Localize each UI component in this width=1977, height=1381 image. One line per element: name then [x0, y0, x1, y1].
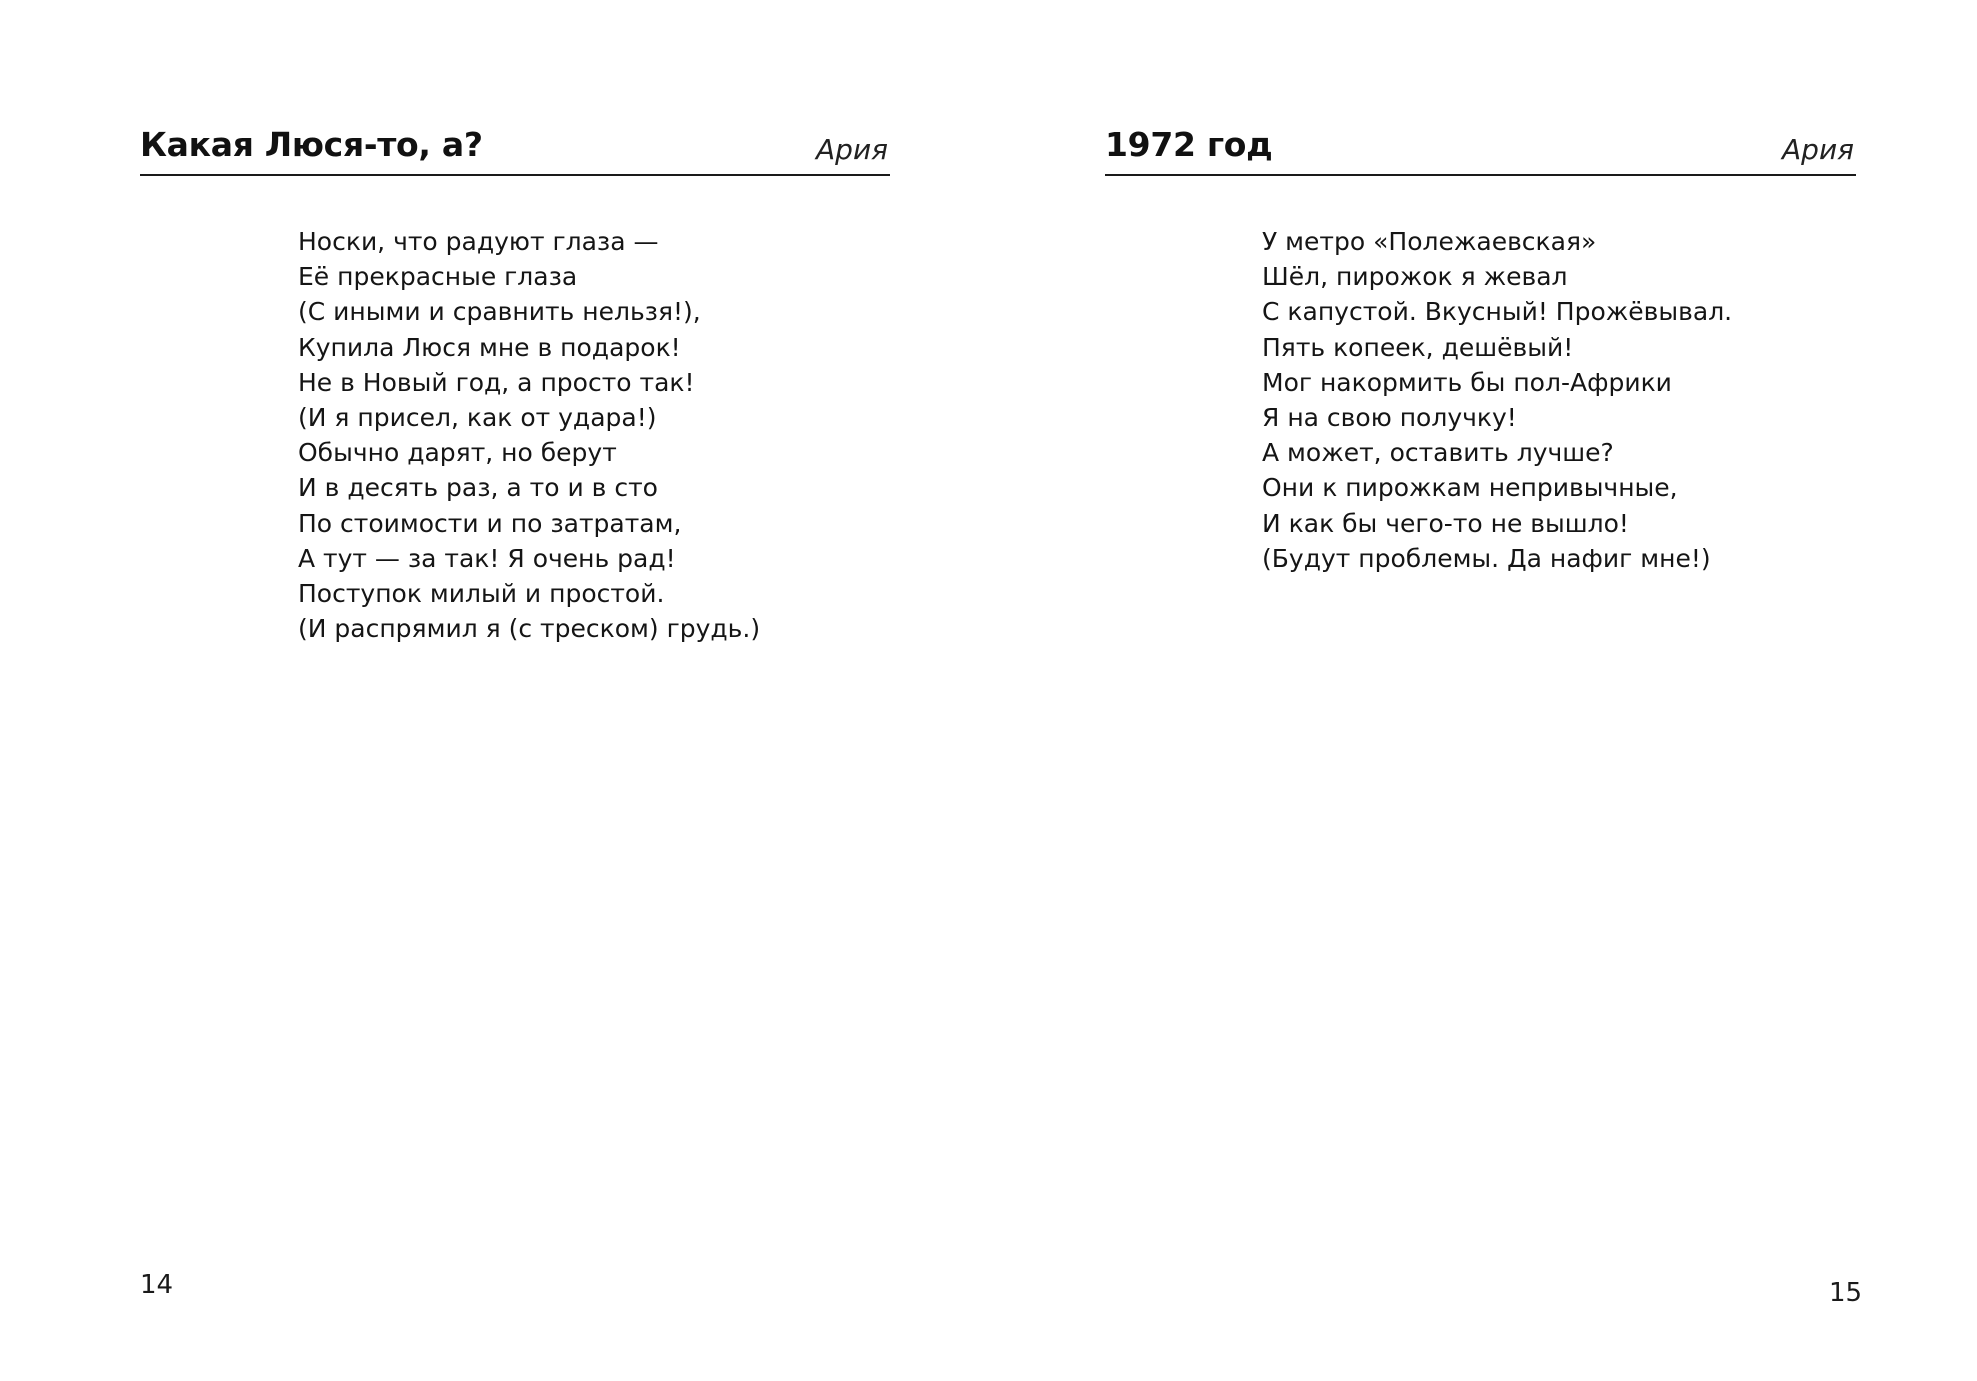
poem-line: По стоимости и по затратам,	[298, 508, 682, 538]
poem-line: Пять копеек, дешёвый!	[1262, 332, 1574, 362]
poem-line: Шёл, пирожок я жевал	[1262, 262, 1568, 292]
poem-line: Не в Новый год, а просто так!	[298, 367, 695, 397]
poem-line: И в десять раз, а то и в сто	[298, 473, 658, 503]
poem-title: Какая Люся-то, а?	[140, 125, 483, 164]
poem-title: 1972 год	[1105, 125, 1273, 164]
poem-header	[140, 118, 890, 176]
poem-genre: Ария	[1782, 133, 1854, 166]
poem-genre: Ария	[816, 133, 888, 166]
poem-line: Обычно дарят, но берут	[298, 438, 617, 468]
poem-line: (Будут проблемы. Да нафиг мне!)	[1262, 543, 1711, 573]
poem-line: А может, оставить лучше?	[1262, 438, 1614, 468]
poem-line: И как бы чего-то не вышло!	[1262, 508, 1629, 538]
poem-line: Я на свою получку!	[1262, 402, 1517, 432]
poem-line: Купила Люся мне в подарок!	[298, 332, 681, 362]
poem-text	[1262, 224, 1732, 576]
poem-line: Её прекрасные глаза	[298, 262, 578, 292]
page-number: 14	[140, 1270, 174, 1300]
poem-line: Поступок милый и простой.	[298, 578, 665, 608]
poem-line: С капустой. Вкусный! Прожёвывал.	[1262, 297, 1733, 327]
poem-line: (И я присел, как от удара!)	[298, 402, 657, 432]
poem-line: Мог накормить бы пол-Африки	[1262, 367, 1672, 397]
poem-line: Носки, что радуют глаза —	[298, 227, 659, 256]
poem-header	[1105, 118, 1856, 176]
poem-line: Они к пирожкам непривычные,	[1262, 473, 1678, 503]
poem-line: А тут — за так! Я очень рад!	[298, 543, 676, 573]
left-page	[0, 0, 988, 1381]
poem-line: (С иными и сравнить нельзя!),	[298, 297, 701, 327]
page-number: 15	[1829, 1278, 1863, 1308]
poem-line: (И распрямил я (с треском) грудь.)	[298, 614, 761, 644]
poem-line: У метро «Полежаевская»	[1262, 227, 1597, 256]
right-page	[988, 0, 1977, 1381]
poem-text	[298, 224, 760, 646]
